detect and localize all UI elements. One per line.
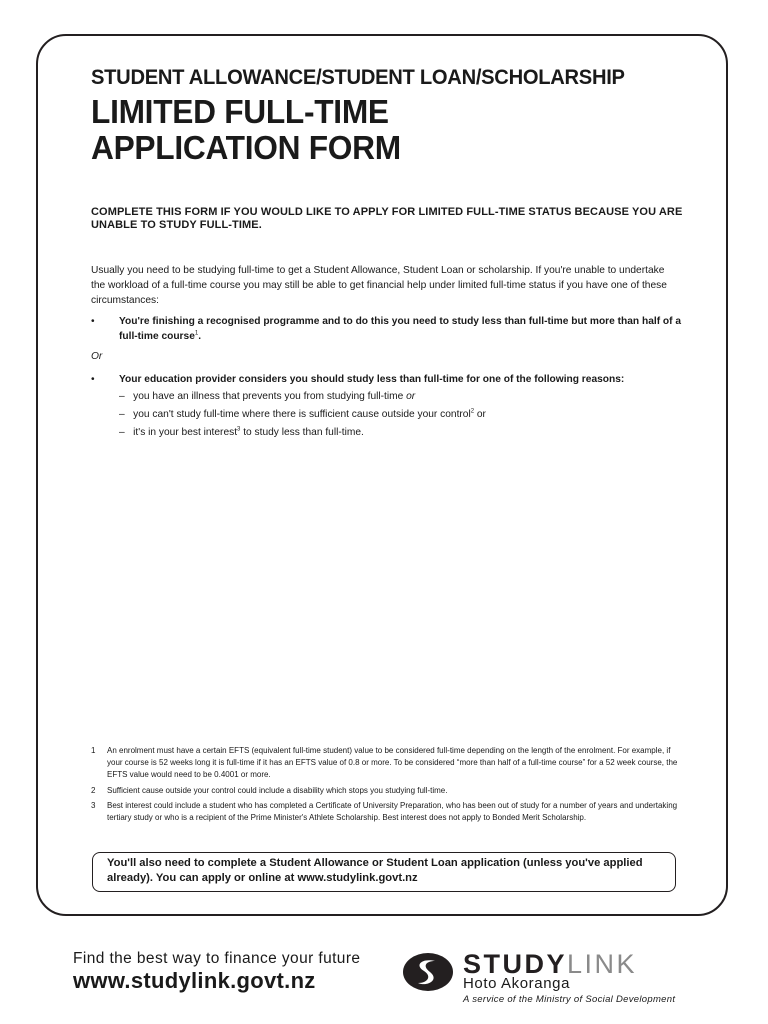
bullet-text-end: . — [198, 331, 202, 342]
reason-sufficient-cause — [119, 408, 486, 422]
footnote-text: An enrolment must have a certain EFTS (equivalent full-time student) value to be considered full-time depending on the length of the enrolment. For example, if your course is 52 weeks long it is full-time if it has an EFTS value of 0.8 or more. To be considered “more than half of a full-time course” for a 52 week course, the EFTS value would need to be 0.4001 or more. — [107, 746, 678, 779]
footnote-ref-3: 3 — [237, 426, 241, 433]
bullet-text-main: You're finishing a recognised programme and to do this you need to study less than full-time but more than half of a full-time course — [119, 316, 682, 342]
bullet-marker: • — [91, 374, 95, 385]
form-border — [36, 34, 728, 916]
page-title — [91, 94, 401, 166]
reason-text-end: to study less than full-time. — [240, 427, 364, 438]
logo-maori-name: Hoto Akoranga — [463, 975, 571, 992]
bullet-marker: • — [91, 316, 95, 327]
wordmark-study: STUDY — [463, 949, 568, 979]
reason-text-end: or — [474, 409, 486, 420]
footnote-number: 3 — [91, 801, 96, 810]
footer-url[interactable]: www.studylink.govt.nz — [73, 968, 316, 993]
logo-service-line: A service of the Ministry of Social Development — [463, 994, 676, 1005]
footnote-number: 2 — [91, 786, 96, 795]
reason-text: you have an illness that prevents you from studying full-time — [133, 391, 404, 402]
studylink-s-logo-icon — [402, 952, 454, 992]
title-line-1: LIMITED FULL-TIME — [91, 93, 389, 130]
footer-tagline: Find the best way to finance your future — [73, 950, 361, 967]
reason-or: or — [406, 391, 416, 402]
form-category: STUDENT ALLOWANCE/STUDENT LOAN/SCHOLARSHIP — [91, 66, 625, 89]
dash: – — [119, 409, 125, 420]
reason-text: it's in your best interest — [133, 427, 238, 438]
reason-text: you can't study full-time where there is sufficient cause outside your control — [133, 409, 471, 420]
reason-best-interest — [119, 426, 364, 440]
dash: – — [119, 391, 125, 402]
intro-paragraph: Usually you need to be studying full-time to get a Student Allowance, Student Loan or scholarship. If you're unable to undertake the workload of a full-time course you may still be able to get financial help under limited full-time status if you have one of these circumstances: — [91, 265, 667, 306]
footnote-ref-1: 1 — [194, 330, 199, 337]
dash: – — [119, 427, 125, 438]
footnote-ref-2: 2 — [470, 408, 475, 415]
instruction-heading: COMPLETE THIS FORM IF YOU WOULD LIKE TO APPLY FOR LIMITED FULL-TIME STATUS BECAUSE YOU ARE UNABLE TO STUDY FULL-TIME. — [91, 206, 683, 231]
footnote-text: Sufficient cause outside your control could include a disability which stops you studying full-time. — [107, 786, 448, 795]
footnote-text: Best interest could include a student who has completed a Certificate of University Preparation, who has been out of study for a number of years and undertaking tertiary study or who is a recipient of the Prime Minister's Athlete Scholarship. Best interest does not apply to Bonded Merit Scholarship. — [107, 801, 678, 822]
or-separator: Or — [91, 351, 103, 362]
bullet-text — [119, 314, 689, 344]
reason-illness — [119, 390, 415, 404]
application-notice: You'll also need to complete a Student Allowance or Student Loan application (unless you've applied already). You can apply or online at www.studylink.govt.nz — [92, 852, 676, 892]
wordmark-link: LINK — [567, 949, 638, 979]
bullet-text: Your education provider considers you should study less than full-time for one of the following reasons: — [119, 374, 625, 385]
title-line-2: APPLICATION FORM — [91, 129, 401, 166]
footnote-number: 1 — [91, 746, 96, 755]
